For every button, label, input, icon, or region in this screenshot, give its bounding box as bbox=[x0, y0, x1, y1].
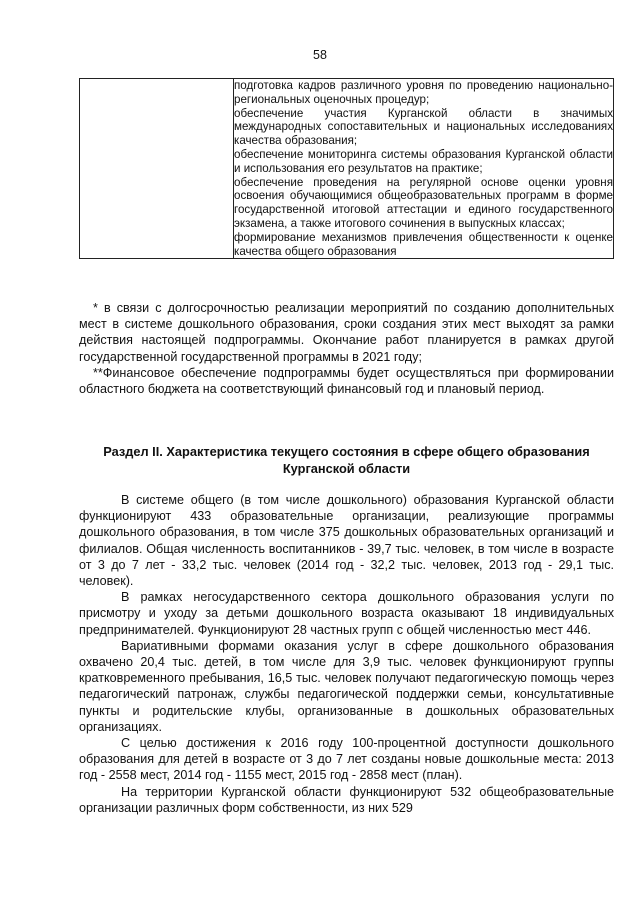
body-paragraph: Вариативными формами оказания услуг в сфере дошкольного образования охвачено 20,4 тыс. детей, в том числе для 3,9 тыс. человек функционируют группы кратковременного пребывания, 16,5 тыс. человек получают педагогическую помощь через педагогический патронаж, службы педагогической поддержки семьи, консультативные пункты и родительские клубы, организованные в дошкольных образовательных организациях. bbox=[79, 638, 614, 734]
table-row bbox=[80, 79, 614, 259]
table-list-item: обеспечение проведения на регулярной основе оценки уровня освоения обучающимися общеобразовательных программ в форме государственной итоговой аттестации и единого государственного экзамена, а также итогового сочинения в выпускных классах; bbox=[234, 175, 613, 230]
body-paragraph: С целью достижения к 2016 году 100-процентной доступности дошкольного образования для детей в возрасте от 3 до 7 лет созданы новые дошкольные места: 2013 год - 2558 мест, 2014 год - 1155 мест, 2015 год - 2858 мест (план). bbox=[79, 736, 614, 783]
section-heading-block bbox=[79, 443, 614, 477]
body-paragraph: В рамках негосударственного сектора дошкольного образования услуги по присмотру и уходу за детьми дошкольного возраста оказывают 18 индивидуальных предпринимателей. Функционируют 28 частных групп с общей численностью мест 446. bbox=[79, 590, 614, 637]
page-number: 58 bbox=[313, 48, 327, 62]
footnotes bbox=[79, 300, 614, 397]
table-list-item: обеспечение участия Курганской области в значимых международных сопоставительных и национальных исследованиях качества образования; bbox=[234, 106, 613, 148]
table-empty-cell bbox=[80, 79, 234, 259]
continuation-table bbox=[79, 78, 614, 259]
section-body bbox=[79, 492, 614, 816]
footnote-2: **Финансовое обеспечение подпрограммы будет осуществляться при формировании областного бюджета на соответствующий финансовый год и плановый период. bbox=[79, 365, 614, 397]
body-paragraph: На территории Курганской области функционируют 532 общеобразовательные организации различных форм собственности, из них 529 bbox=[79, 784, 614, 815]
section-heading: Раздел II. Характеристика текущего состояния в сфере общего образования Курганской области bbox=[103, 444, 590, 476]
table-list-item: обеспечение мониторинга системы образования Курганской области и использования его результатов на практике; bbox=[234, 147, 613, 175]
body-paragraph: В системе общего (в том числе дошкольного) образования Курганской области функционируют 433 образовательные организации, реализующие программы дошкольного образования, в том числе 375 дошкольных образовательных организаций и филиалов. Общая численность воспитанников - 39,7 тыс. человек, в том числе в возрасте от 3 до 7 лет - 33,2 тыс. человек (2014 год - 32,2 тыс. человек, 2013 год - 29,1 тыс. человек). bbox=[79, 493, 614, 589]
table-list-item: формирование механизмов привлечения общественности к оценке качества общего образования bbox=[234, 230, 613, 258]
table-text-cell bbox=[234, 79, 614, 259]
footnote-1: * в связи с долгосрочностью реализации мероприятий по созданию дополнительных мест в системе дошкольного образования, сроки создания этих мест выходят за рамки действия настоящей подпрограммы. Окончание работ планируется в рамках другой государственной государственной программы в 2021 году; bbox=[79, 301, 614, 364]
table-list-item: подготовка кадров различного уровня по проведению национально-региональных оценочных процедур; bbox=[234, 79, 613, 106]
